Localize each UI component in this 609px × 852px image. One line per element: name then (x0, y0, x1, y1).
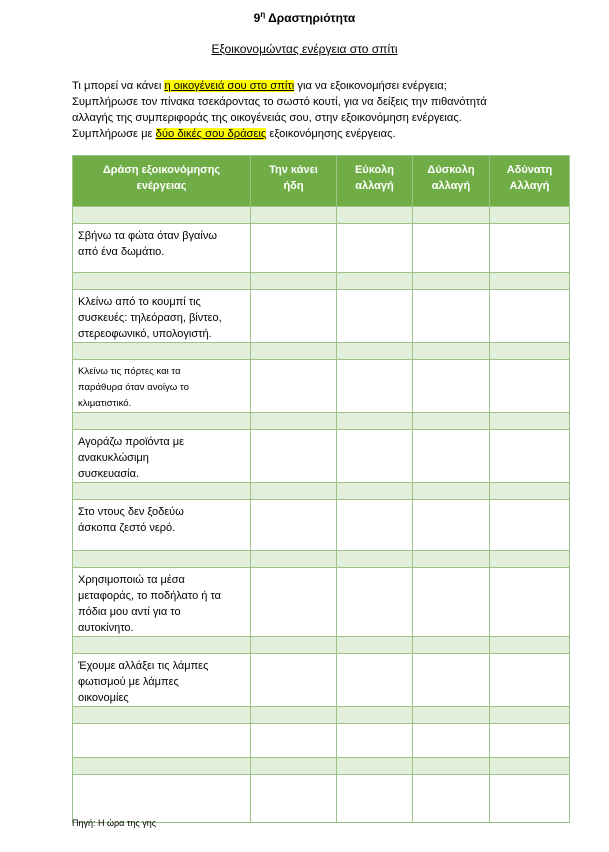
checkbox-cell-already[interactable] (251, 654, 337, 707)
highlighted-phrase-family: η οικογένειά σου στο σπίτι (164, 80, 295, 92)
ordinal-suffix: η (260, 10, 266, 19)
spacer-row (73, 707, 570, 724)
instruction-line-4 (72, 126, 592, 142)
instructions (72, 78, 592, 142)
header-already-does: Την κάνει ήδη (251, 156, 337, 207)
action-cell: Χρησιμοποιώ τα μέσα μεταφοράς, το ποδήλατο ή τα πόδια μου αντί για το αυτοκίνητο. (73, 568, 251, 637)
activity-number: 9 (253, 11, 261, 25)
instruction-text: εξοικονόμησης ενέργειας. (266, 128, 396, 140)
table-row (73, 500, 570, 551)
table-row (73, 290, 570, 343)
checkbox-cell-already[interactable] (251, 500, 337, 551)
checkbox-cell-impossible[interactable] (490, 224, 570, 273)
spacer-row (73, 758, 570, 775)
checkbox-cell-easy[interactable] (337, 360, 413, 413)
spacer-row (73, 413, 570, 430)
blank-action-cell[interactable] (73, 724, 251, 758)
instruction-text: για να εξοικονομήσει ενέργεια; (294, 80, 447, 92)
table-row (73, 568, 570, 637)
checkbox-cell-easy[interactable] (337, 724, 413, 758)
checkbox-cell-difficult[interactable] (413, 775, 490, 823)
checkbox-cell-already[interactable] (251, 568, 337, 637)
subtitle-text: Εξοικονομώντας ενέργεια στο σπίτι (211, 42, 398, 56)
checkbox-cell-impossible[interactable] (490, 290, 570, 343)
checkbox-cell-already[interactable] (251, 360, 337, 413)
checkbox-cell-difficult[interactable] (413, 430, 490, 483)
checkbox-cell-already[interactable] (251, 724, 337, 758)
checkbox-cell-already[interactable] (251, 430, 337, 483)
spacer-row (73, 637, 570, 654)
checkbox-cell-already[interactable] (251, 775, 337, 823)
instruction-text: Τι μπορεί να κάνει (72, 80, 165, 92)
checkbox-cell-difficult[interactable] (413, 654, 490, 707)
header-impossible-change: Αδύνατη Αλλαγή (490, 156, 570, 207)
spacer-row (73, 551, 570, 568)
action-cell: Κλείνω τις πόρτες και τα παράθυρα όταν ανοίγω το κλιματιστικό. (73, 360, 251, 413)
checkbox-cell-easy[interactable] (337, 224, 413, 273)
checkbox-cell-impossible[interactable] (490, 568, 570, 637)
instruction-line-1 (72, 78, 592, 94)
blank-action-cell[interactable] (73, 775, 251, 823)
checkbox-cell-easy[interactable] (337, 430, 413, 483)
action-cell: Έχουμε αλλάξει τις λάμπες φωτισμού με λάμπες οικονομίες (73, 654, 251, 707)
checkbox-cell-difficult[interactable] (413, 224, 490, 273)
checkbox-cell-easy[interactable] (337, 290, 413, 343)
activity-title: Δραστηριότητα (268, 11, 356, 25)
source-note: Πηγή: Η ώρα της γης (72, 818, 157, 828)
page-title (0, 10, 609, 25)
checkbox-cell-difficult[interactable] (413, 500, 490, 551)
checkbox-cell-impossible[interactable] (490, 654, 570, 707)
checkbox-cell-easy[interactable] (337, 654, 413, 707)
table-header-row (73, 156, 570, 207)
energy-saving-table (72, 155, 570, 823)
checkbox-cell-easy[interactable] (337, 775, 413, 823)
checkbox-cell-already[interactable] (251, 290, 337, 343)
checkbox-cell-impossible[interactable] (490, 500, 570, 551)
spacer-row (73, 483, 570, 500)
checkbox-cell-difficult[interactable] (413, 290, 490, 343)
checkbox-cell-difficult[interactable] (413, 568, 490, 637)
page-subtitle (0, 42, 609, 56)
table-row (73, 654, 570, 707)
checkbox-cell-impossible[interactable] (490, 775, 570, 823)
checkbox-cell-difficult[interactable] (413, 724, 490, 758)
checkbox-cell-easy[interactable] (337, 568, 413, 637)
action-cell: Στο ντους δεν ξοδεύω άσκοπα ζεστό νερό. (73, 500, 251, 551)
spacer-row (73, 343, 570, 360)
header-easy-change: Εύκολη αλλαγή (337, 156, 413, 207)
header-action: Δράση εξοικονόμησης ενέργειας (73, 156, 251, 207)
checkbox-cell-impossible[interactable] (490, 430, 570, 483)
action-cell: Σβήνω τα φώτα όταν βγαίνω από ένα δωμάτιο. (73, 224, 251, 273)
action-cell: Κλείνω από το κουμπί τις συσκευές: τηλεόραση, βίντεο, στερεοφωνικό, υπολογιστή. (73, 290, 251, 343)
checkbox-cell-already[interactable] (251, 224, 337, 273)
action-cell: Αγοράζω προϊόντα με ανακυκλώσιμη συσκευασία. (73, 430, 251, 483)
checkbox-cell-impossible[interactable] (490, 360, 570, 413)
instruction-line-3: αλλαγής της συμπεριφοράς της οικογένειάς σου, στην εξοικονόμηση ενέργειας. (72, 112, 462, 124)
spacer-row (73, 207, 570, 224)
header-difficult-change: Δύσκολη αλλαγή (413, 156, 490, 207)
highlighted-phrase-actions: δύο δικές σου δράσεις (155, 128, 267, 140)
instruction-text: Συμπλήρωσε με (72, 128, 156, 140)
blank-action-row (73, 724, 570, 758)
checkbox-cell-impossible[interactable] (490, 724, 570, 758)
spacer-row (73, 273, 570, 290)
blank-action-row (73, 775, 570, 823)
table-row (73, 224, 570, 273)
table-row (73, 360, 570, 413)
table-row (73, 430, 570, 483)
checkbox-cell-easy[interactable] (337, 500, 413, 551)
instruction-line-2: Συμπλήρωσε τον πίνακα τσεκάροντας το σωστό κουτί, για να δείξεις την πιθανότητά (72, 96, 487, 108)
checkbox-cell-difficult[interactable] (413, 360, 490, 413)
